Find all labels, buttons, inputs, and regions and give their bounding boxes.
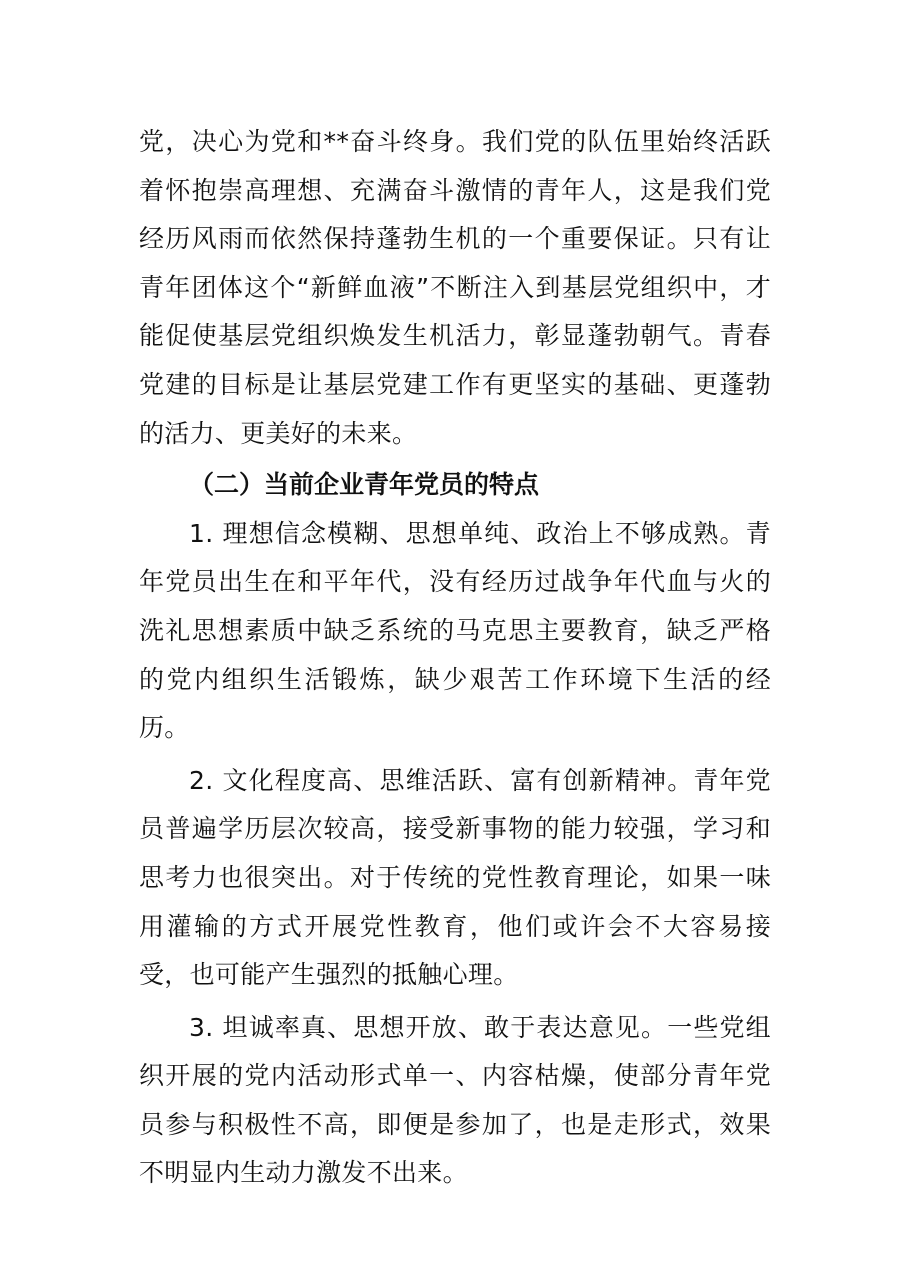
section-heading: （二）当前企业青年党员的特点 <box>189 470 540 500</box>
point-3-paragraph: 3. 坦诚率真、思想开放、敢于表达意见。一些党组织开展的党内活动形式单一、内容枯燥，使部分青年党员参与积极性不高，即便是参加了，也是走形式，效果不明显内生动力激发不出来。 <box>139 1012 771 1188</box>
point-1-paragraph: 1. 理想信念模糊、思想单纯、政治上不够成熟。青年党员出生在和平年代，没有经历过战争年代血与火的洗礼思想素质中缺乏系统的马克思主要教育，缺乏严格的党内组织生活锻炼，缺少艰苦工作环境下生活的经历。 <box>139 518 771 743</box>
document-body <box>139 118 771 1198</box>
point-2-paragraph: 2. 文化程度高、思维活跃、富有创新精神。青年党员普遍学历层次较高，接受新事物的能力较强，学习和思考力也很突出。对于传统的党性教育理论，如果一味用灌输的方式开展党性教育，他们或许会不大容易接受，也可能产生强烈的抵触心理。 <box>139 765 771 990</box>
paragraph-continuation: 党，决心为党和**奋斗终身。我们党的队伍里始终活跃着怀抱崇高理想、充满奋斗激情的青年人，这是我们党经历风雨而依然保持蓬勃生机的一个重要保证。只有让青年团体这个“新鲜血液”不断注入到基层党组织中，才能促使基层党组织焕发生机活力，彰显蓬勃朝气。青春党建的目标是让基层党建工作有更坚实的基础、更蓬勃的活力、更美好的未来。 <box>139 127 771 448</box>
